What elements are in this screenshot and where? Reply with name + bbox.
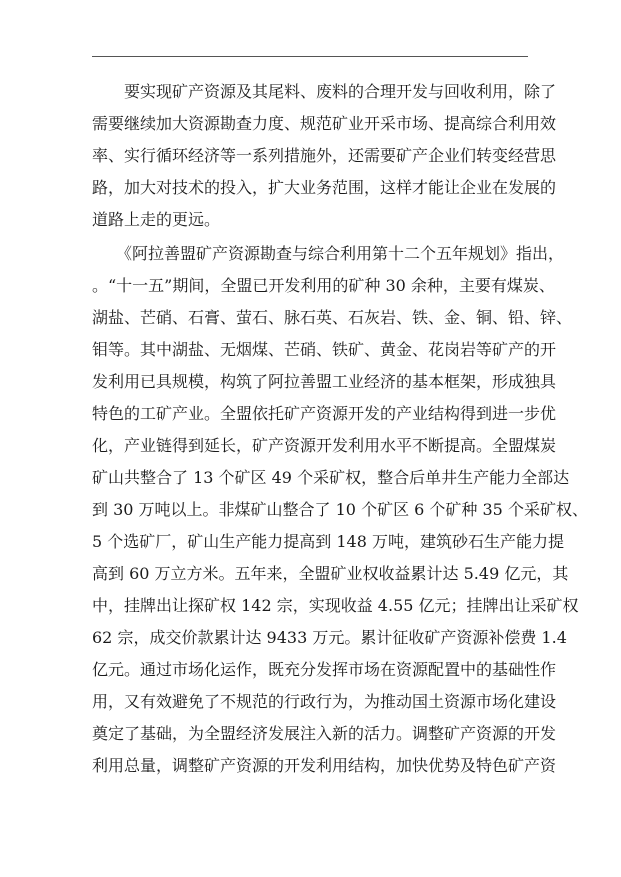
text-line: 用，又有效避免了不规范的行政行为，为推动国土资源市场化建设 — [92, 692, 557, 711]
text-line: 《阿拉善盟矿产资源勘查与综合利用第十二个五年规划》指出， — [92, 244, 565, 263]
text-line: 高到 60 万立方米。五年来，全盟矿业权收益累计达 5.49 亿元，其 — [92, 564, 569, 583]
text-line: 。“十一五”期间，全盟已开发利用的矿种 30 余种，主要有煤炭、 — [92, 276, 555, 295]
text-line: 矿山共整合了 13 个矿区 49 个采矿权，整合后单井生产能力全部达 — [92, 468, 570, 487]
text-line: 5 个选矿厂，矿山生产能力提高到 148 万吨，建筑砂石生产能力提 — [92, 532, 564, 551]
text-line: 化，产业链得到延长，矿产资源开发利用水平不断提高。全盟煤炭 — [92, 436, 557, 455]
text-line: 亿元。通过市场化运作，既充分发挥市场在资源配置中的基础性作 — [92, 660, 557, 679]
text-line: 利用总量，调整矿产资源的开发利用结构，加快优势及特色矿产资 — [92, 756, 557, 775]
text-line: 路，加大对技术的投入，扩大业务范围，这样才能让企业在发展的 — [92, 178, 557, 197]
text-line: 率、实行循环经济等一系列措施外，还需要矿产企业们转变经营思 — [92, 146, 557, 165]
text-line: 奠定了基础，为全盟经济发展注入新的活力。调整矿产资源的开发 — [92, 724, 557, 743]
text-line: 发利用已具规模，构筑了阿拉善盟工业经济的基本框架，形成独具 — [92, 372, 557, 391]
text-line: 湖盐、芒硝、石膏、萤石、脉石英、石灰岩、铁、金、铜、铅、锌、 — [92, 308, 573, 327]
text-line: 需要继续加大资源勘查力度、规范矿业开采市场、提高综合利用效 — [92, 114, 557, 133]
header-rule — [92, 56, 528, 57]
text-line: 要实现矿产资源及其尾料、废料的合理开发与回收利用，除了 — [92, 82, 557, 101]
text-line: 到 30 万吨以上。非煤矿山整合了 10 个矿区 6 个矿种 35 个采矿权、 — [92, 500, 588, 519]
text-line: 特色的工矿产业。全盟依托矿产资源开发的产业结构得到进一步优 — [92, 404, 557, 423]
text-line: 道路上走的更远。 — [92, 210, 221, 229]
text-line: 中，挂牌出让探矿权 142 宗，实现收益 4.55 亿元；挂牌出让采矿权 — [92, 596, 579, 615]
text-line: 62 宗，成交价款累计达 9433 万元。累计征收矿产资源补偿费 1.4 — [92, 628, 567, 647]
text-line: 钼等。其中湖盐、无烟煤、芒硝、铁矿、黄金、花岗岩等矿产的开 — [92, 340, 557, 359]
